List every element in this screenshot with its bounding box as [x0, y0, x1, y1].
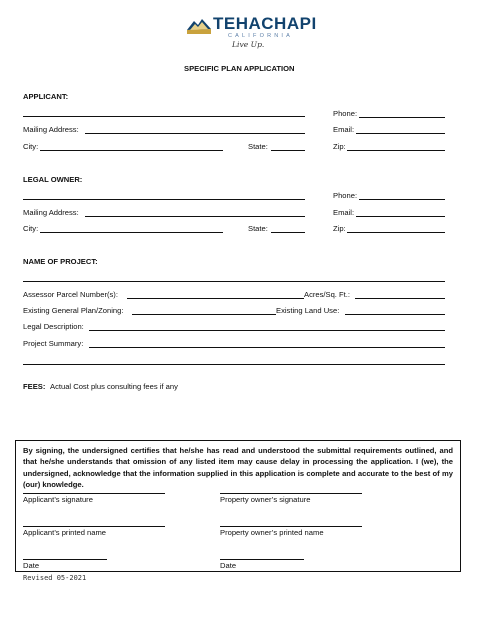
owner-name-field[interactable]: [23, 199, 305, 200]
applicant-phone-label: Phone:: [333, 109, 358, 118]
logo-tagline: Live Up.: [232, 40, 265, 49]
applicant-signature-field[interactable]: [23, 493, 165, 494]
owner-city-field[interactable]: [40, 232, 223, 233]
acres-label: Acres/Sq. Ft.:: [304, 290, 350, 299]
owner-phone-label: Phone:: [333, 191, 358, 200]
applicant-zip-field[interactable]: [347, 150, 445, 151]
fees-text: Actual Cost plus consulting fees if any: [50, 382, 178, 391]
applicant-heading: APPLICANT:: [23, 92, 69, 101]
general-plan-field[interactable]: [132, 314, 276, 315]
city-logo: [187, 14, 317, 50]
legal-description-field[interactable]: [89, 330, 445, 331]
project-summary-field[interactable]: [89, 347, 445, 348]
owner-city-label: City:: [23, 224, 39, 233]
owner-state-field[interactable]: [271, 232, 305, 233]
owner-signature-field[interactable]: [220, 493, 362, 494]
land-use-field[interactable]: [345, 314, 445, 315]
applicant-phone-field[interactable]: [359, 117, 445, 118]
owner-printed-name-field[interactable]: [220, 526, 362, 527]
owner-heading: LEGAL OWNER:: [23, 175, 83, 184]
general-plan-label: Existing General Plan/Zoning:: [23, 306, 124, 315]
applicant-mailing-field[interactable]: [85, 133, 305, 134]
applicant-name-field[interactable]: [23, 116, 305, 117]
applicant-date-field[interactable]: [23, 559, 107, 560]
logo-name: TEHACHAPI: [213, 14, 317, 33]
land-use-label: Existing Land Use:: [276, 306, 340, 315]
owner-printed-name-label: Property owner’s printed name: [220, 528, 324, 537]
owner-zip-field[interactable]: [347, 232, 445, 233]
owner-phone-field[interactable]: [359, 199, 445, 200]
owner-zip-label: Zip:: [333, 224, 346, 233]
applicant-email-field[interactable]: [356, 133, 445, 134]
applicant-state-field[interactable]: [271, 150, 305, 151]
logo-state: CALIFORNIA: [228, 33, 294, 39]
apn-field[interactable]: [127, 298, 304, 299]
project-summary-label: Project Summary:: [23, 339, 84, 348]
project-heading: NAME OF PROJECT:: [23, 257, 98, 266]
owner-email-field[interactable]: [356, 216, 445, 217]
certification-box: [15, 440, 461, 572]
owner-date-label: Date: [220, 561, 237, 570]
applicant-city-label: City:: [23, 142, 39, 151]
applicant-zip-label: Zip:: [333, 142, 346, 151]
applicant-printed-name-field[interactable]: [23, 526, 165, 527]
owner-mailing-field[interactable]: [85, 216, 305, 217]
mountain-logo-icon: [187, 16, 211, 36]
owner-date-field[interactable]: [220, 559, 304, 560]
project-summary-field-2[interactable]: [23, 364, 445, 365]
owner-mailing-label: Mailing Address:: [23, 208, 79, 217]
applicant-signature-label: Applicant’s signature: [23, 495, 93, 504]
project-name-field[interactable]: [23, 281, 445, 282]
owner-email-label: Email:: [333, 208, 355, 217]
applicant-mailing-label: Mailing Address:: [23, 125, 79, 134]
owner-state-label: State:: [248, 224, 268, 233]
page-title: SPECIFIC PLAN APPLICATION: [184, 64, 295, 73]
owner-signature-label: Property owner’s signature: [220, 495, 311, 504]
legal-description-label: Legal Description:: [23, 322, 84, 331]
acres-field[interactable]: [355, 298, 445, 299]
fees-label: FEES:: [23, 382, 46, 391]
applicant-date-label: Date: [23, 561, 40, 570]
applicant-email-label: Email:: [333, 125, 355, 134]
apn-label: Assessor Parcel Number(s):: [23, 290, 118, 299]
applicant-state-label: State:: [248, 142, 268, 151]
applicant-printed-name-label: Applicant’s printed name: [23, 528, 107, 537]
revision-note: Revised 05-2021: [23, 574, 87, 582]
applicant-city-field[interactable]: [40, 150, 223, 151]
certification-text: By signing, the undersigned certifies that he/she has read and understood the submittal requirements outlined, and that he/she understands that omission of any listed item may cause delay in processing the application. I (we), the undersigned, acknowledge that the information supplied in this application is complete and accurate to the best of my (our) knowledge.: [23, 446, 453, 490]
